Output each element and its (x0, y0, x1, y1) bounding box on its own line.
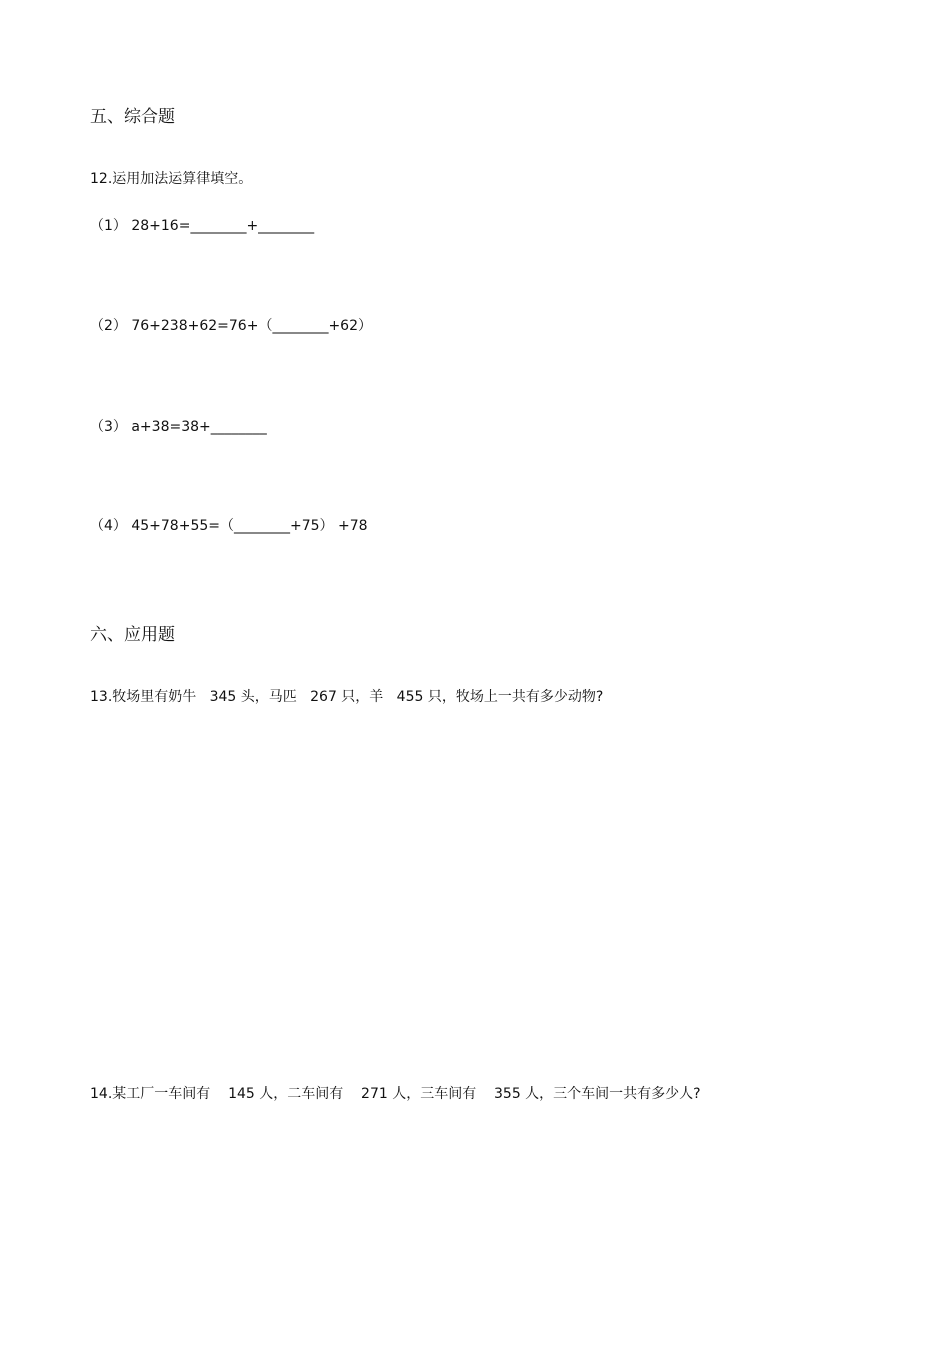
section-6-title: 六、应用题 (90, 625, 175, 645)
section-5-title: 五、综合题 (90, 107, 175, 127)
question-13: 13.牧场里有奶牛 345 头，马匹 267 只，羊 455 只，牧场上一共有多少动物? (90, 689, 604, 705)
question-12-item-1: （1） 28+16=________+________ (90, 218, 315, 234)
question-12-item-3: （3） a+38=38+________ (90, 419, 267, 435)
question-14: 14.某工厂一车间有 145 人，二车间有 271 人，三车间有 355 人，三个车间一共有多少人? (90, 1086, 701, 1102)
question-12-item-2: （2） 76+238+62=76+（________+62） (90, 318, 372, 334)
question-12-item-4: （4） 45+78+55=（________+75） +78 (90, 518, 368, 534)
question-12-stem: 12.运用加法运算律填空。 (90, 171, 253, 187)
